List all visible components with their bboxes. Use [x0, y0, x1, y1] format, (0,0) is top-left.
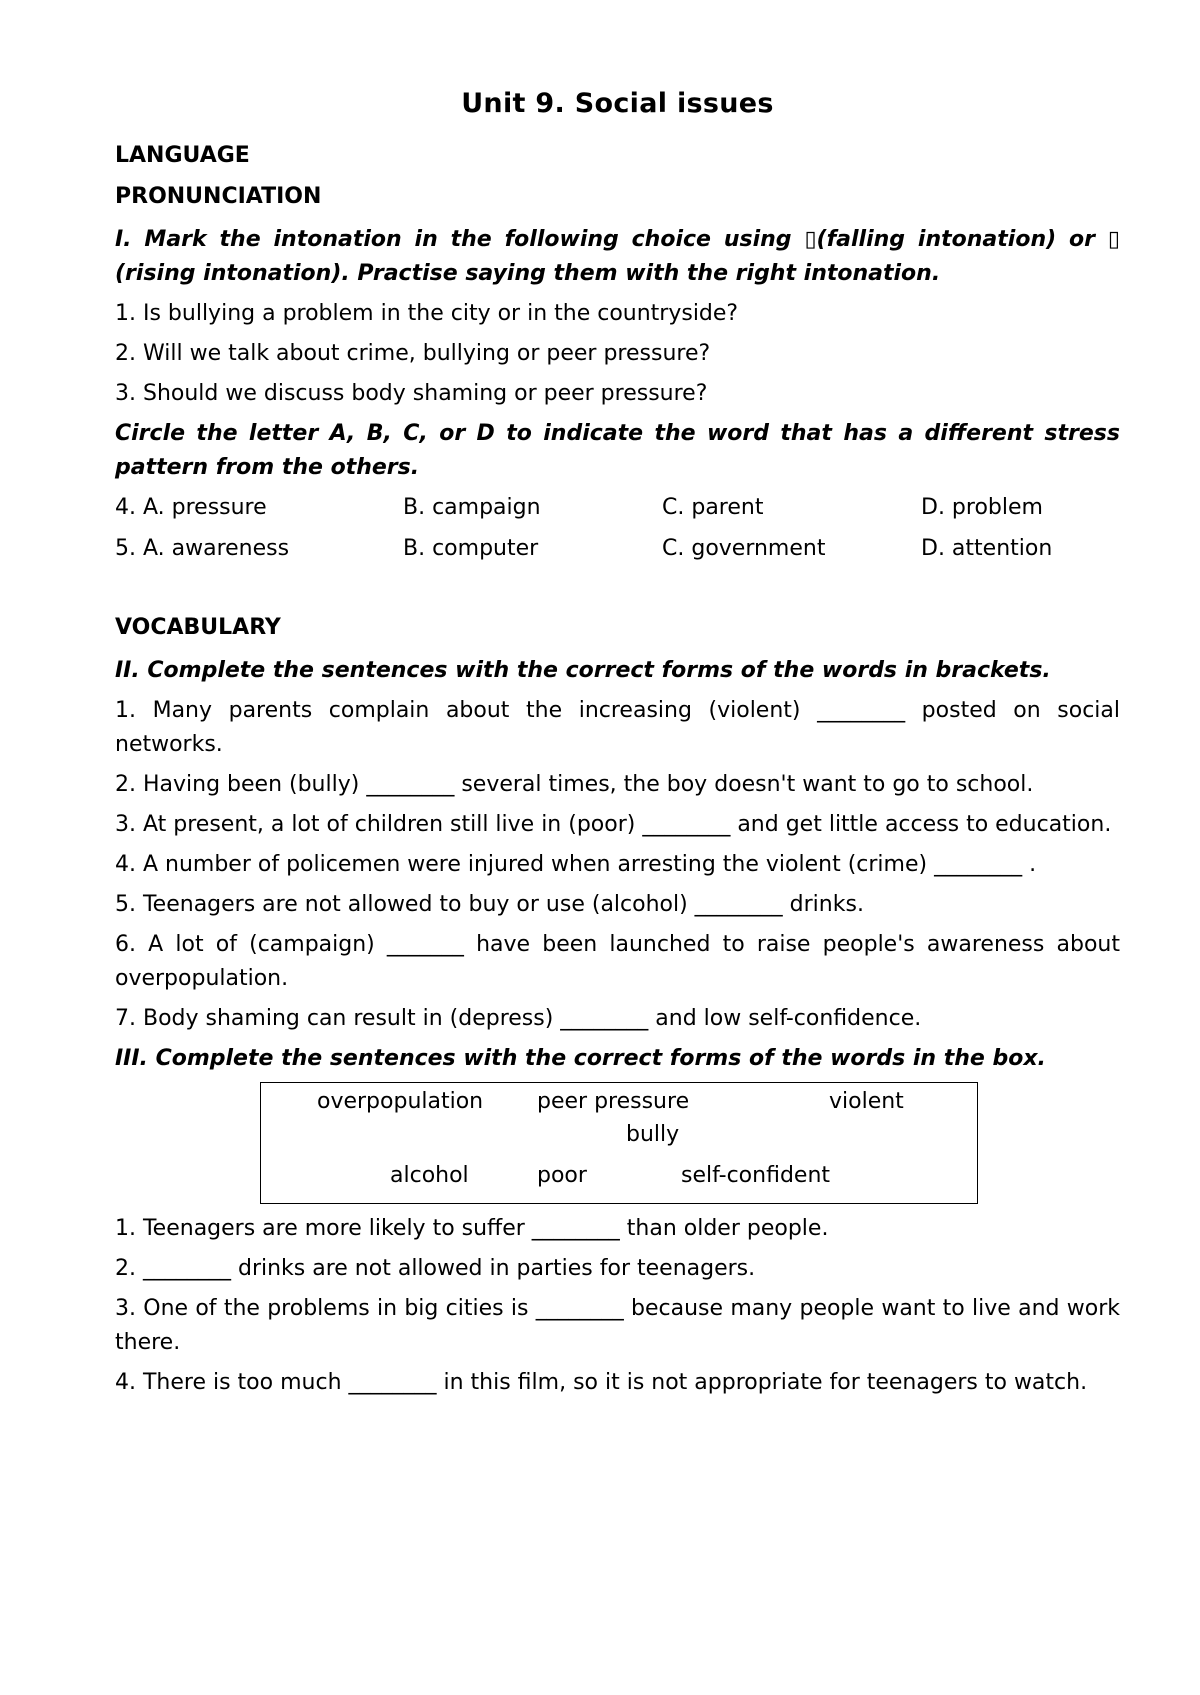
choice-d: D. problem [921, 495, 1043, 520]
exercise-1-item: 1. Is bullying a problem in the city or in the countryside? [115, 301, 739, 326]
word-box-item: poor [537, 1163, 587, 1188]
exercise-2-item: 3. At present, a lot of children still live in (poor) ________ and get little access to education. [115, 812, 1112, 837]
word-box-item: overpopulation [317, 1089, 484, 1114]
word-box [260, 1082, 978, 1204]
exercise-2-item: 4. A number of policemen were injured when arresting the violent (crime) ________ . [115, 852, 1037, 877]
choice-b: B. computer [403, 536, 539, 561]
page-title: Unit 9. Social issues [461, 88, 774, 119]
exercise-1-item: 3. Should we discuss body shaming or peer pressure? [115, 381, 708, 406]
stress-instruction: Circle the letter A, B, C, or D to indicate the word that has a different stress pattern from the others. [115, 421, 1120, 480]
exercise-3-item: 4. There is too much ________ in this film, so it is not appropriate for teenagers to watch. [115, 1370, 1088, 1395]
instruction-text: (falling intonation) or [816, 227, 1108, 252]
word-box-item: peer pressure [537, 1089, 690, 1114]
word-box-item: violent [829, 1089, 904, 1114]
choice-c: C. government [662, 536, 826, 561]
choice-c: C. parent [662, 495, 764, 520]
word-box-item: alcohol [390, 1163, 469, 1188]
exercise-2-item: 6. A lot of (campaign) _______ have been launched to raise people's awareness about overpopulation. [115, 932, 1120, 991]
falling-arrow-icon: ▯ [804, 227, 817, 252]
spacer [115, 573, 1120, 613]
exercise-3-item: 3. One of the problems in big cities is ________ because many people want to live and work there. [115, 1296, 1120, 1355]
choice-d: D. attention [921, 536, 1053, 561]
section-pronunciation-heading: PRONUNCIATION [115, 184, 322, 209]
exercise-1-item: 2. Will we talk about crime, bullying or peer pressure? [115, 341, 711, 366]
word-box-item: bully [626, 1122, 680, 1147]
exercise-2-item: 1. Many parents complain about the increasing (violent) ________ posted on social networks. [115, 698, 1120, 757]
exercise-1-instruction [115, 223, 1120, 291]
section-vocabulary-heading: VOCABULARY [115, 615, 281, 640]
instruction-text: (rising intonation). Practise saying them with the right intonation. [115, 261, 941, 286]
stress-question-row [115, 532, 1120, 566]
exercise-3-item: 2. ________ drinks are not allowed in parties for teenagers. [115, 1256, 756, 1281]
exercise-2-item: 7. Body shaming can result in (depress) ________ and low self-confidence. [115, 1006, 922, 1031]
word-box-item: self-confident [681, 1163, 831, 1188]
choice-b: B. campaign [403, 495, 541, 520]
stress-question-row [115, 491, 1120, 525]
instruction-text: I. Mark the intonation in the following choice using [115, 227, 805, 252]
exercise-3-instruction: III. Complete the sentences with the correct forms of the words in the box. [115, 1046, 1046, 1071]
rising-arrow-icon: ▯ [1107, 227, 1120, 252]
section-language-heading: LANGUAGE [115, 143, 250, 168]
exercise-2-instruction: II. Complete the sentences with the correct forms of the words in brackets. [115, 658, 1051, 683]
worksheet-page [115, 88, 1120, 1406]
choice-a: 5. A. awareness [115, 536, 290, 561]
choice-a: 4. A. pressure [115, 495, 267, 520]
exercise-3-item: 1. Teenagers are more likely to suffer ________ than older people. [115, 1216, 829, 1241]
exercise-2-item: 5. Teenagers are not allowed to buy or use (alcohol) ________ drinks. [115, 892, 864, 917]
exercise-2-item: 2. Having been (bully) ________ several times, the boy doesn't want to go to school. [115, 772, 1034, 797]
